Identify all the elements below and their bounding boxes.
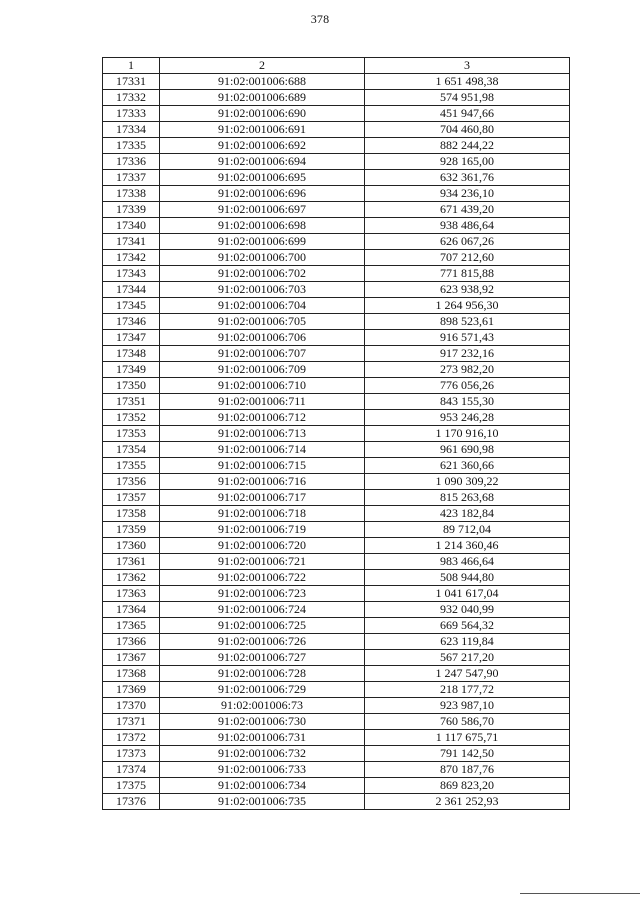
cadastral-number: 91:02:001006:707 (160, 346, 365, 362)
cadastral-number: 91:02:001006:700 (160, 250, 365, 266)
row-number: 17368 (103, 666, 160, 682)
cadastral-number: 91:02:001006:690 (160, 106, 365, 122)
cadastral-number: 91:02:001006:722 (160, 570, 365, 586)
row-number: 17363 (103, 586, 160, 602)
row-number: 17367 (103, 650, 160, 666)
cadastral-number: 91:02:001006:706 (160, 330, 365, 346)
cadastral-number: 91:02:001006:731 (160, 730, 365, 746)
cadastral-value: 916 571,43 (365, 330, 570, 346)
cadastral-value: 983 466,64 (365, 554, 570, 570)
row-number: 17332 (103, 90, 160, 106)
cadastral-value: 791 142,50 (365, 746, 570, 762)
table-row (103, 714, 570, 730)
row-number: 17357 (103, 490, 160, 506)
cadastral-value: 898 523,61 (365, 314, 570, 330)
cadastral-value: 870 187,76 (365, 762, 570, 778)
cadastral-value: 2 361 252,93 (365, 794, 570, 810)
cadastral-number: 91:02:001006:723 (160, 586, 365, 602)
table-row (103, 234, 570, 250)
row-number: 17331 (103, 74, 160, 90)
cadastral-number: 91:02:001006:704 (160, 298, 365, 314)
row-number: 17335 (103, 138, 160, 154)
table-row (103, 378, 570, 394)
table-row (103, 170, 570, 186)
row-number: 17359 (103, 522, 160, 538)
cadastral-value: 1 117 675,71 (365, 730, 570, 746)
cadastral-value: 273 982,20 (365, 362, 570, 378)
row-number: 17351 (103, 394, 160, 410)
cadastral-number: 91:02:001006:691 (160, 122, 365, 138)
cadastral-number: 91:02:001006:689 (160, 90, 365, 106)
row-number: 17373 (103, 746, 160, 762)
cadastral-number: 91:02:001006:729 (160, 682, 365, 698)
cadastral-number: 91:02:001006:724 (160, 602, 365, 618)
cadastral-value: 953 246,28 (365, 410, 570, 426)
row-number: 17375 (103, 778, 160, 794)
cadastral-number: 91:02:001006:692 (160, 138, 365, 154)
row-number: 17347 (103, 330, 160, 346)
table-row (103, 202, 570, 218)
table-row (103, 90, 570, 106)
cadastral-value: 934 236,10 (365, 186, 570, 202)
cadastral-value: 1 214 360,46 (365, 538, 570, 554)
cadastral-value: 451 947,66 (365, 106, 570, 122)
row-number: 17356 (103, 474, 160, 490)
cadastral-value: 1 090 309,22 (365, 474, 570, 490)
table-row (103, 586, 570, 602)
cadastral-number: 91:02:001006:696 (160, 186, 365, 202)
row-number: 17372 (103, 730, 160, 746)
table-row (103, 698, 570, 714)
cadastral-number: 91:02:001006:703 (160, 282, 365, 298)
cadastral-number: 91:02:001006:697 (160, 202, 365, 218)
cadastral-value: 917 232,16 (365, 346, 570, 362)
cadastral-value: 938 486,64 (365, 218, 570, 234)
column-header-2: 2 (160, 58, 365, 74)
table-row (103, 778, 570, 794)
table-row (103, 666, 570, 682)
cadastral-value: 932 040,99 (365, 602, 570, 618)
cadastral-value: 928 165,00 (365, 154, 570, 170)
cadastral-number: 91:02:001006:715 (160, 458, 365, 474)
table-row (103, 106, 570, 122)
table-row (103, 762, 570, 778)
table-row (103, 602, 570, 618)
row-number: 17340 (103, 218, 160, 234)
cadastral-value: 707 212,60 (365, 250, 570, 266)
row-number: 17338 (103, 186, 160, 202)
row-number: 17349 (103, 362, 160, 378)
table-row (103, 154, 570, 170)
row-number: 17353 (103, 426, 160, 442)
table-row (103, 282, 570, 298)
table-row (103, 250, 570, 266)
table-row (103, 506, 570, 522)
cadastral-value: 1 264 956,30 (365, 298, 570, 314)
cadastral-value: 760 586,70 (365, 714, 570, 730)
table-row (103, 362, 570, 378)
cadastral-number: 91:02:001006:709 (160, 362, 365, 378)
column-header-3: 3 (365, 58, 570, 74)
header-row (103, 58, 570, 74)
row-number: 17366 (103, 634, 160, 650)
table-row (103, 298, 570, 314)
cadastral-number: 91:02:001006:713 (160, 426, 365, 442)
table-row (103, 346, 570, 362)
cadastral-number: 91:02:001006:716 (160, 474, 365, 490)
cadastral-number: 91:02:001006:688 (160, 74, 365, 90)
cadastral-number: 91:02:001006:694 (160, 154, 365, 170)
table-body (103, 74, 570, 810)
cadastral-value: 671 439,20 (365, 202, 570, 218)
row-number: 17369 (103, 682, 160, 698)
table-header (103, 58, 570, 74)
cadastral-value: 771 815,88 (365, 266, 570, 282)
table-row (103, 538, 570, 554)
cadastral-number: 91:02:001006:698 (160, 218, 365, 234)
cadastral-value: 882 244,22 (365, 138, 570, 154)
cadastral-value: 567 217,20 (365, 650, 570, 666)
table-row (103, 314, 570, 330)
cadastral-number: 91:02:001006:730 (160, 714, 365, 730)
table-row (103, 186, 570, 202)
table-row (103, 410, 570, 426)
cadastral-number: 91:02:001006:712 (160, 410, 365, 426)
row-number: 17344 (103, 282, 160, 298)
page-number: 378 (310, 12, 330, 26)
cadastral-value: 1 041 617,04 (365, 586, 570, 602)
row-number: 17345 (103, 298, 160, 314)
row-number: 17365 (103, 618, 160, 634)
row-number: 17360 (103, 538, 160, 554)
cadastral-number: 91:02:001006:717 (160, 490, 365, 506)
table-row (103, 122, 570, 138)
cadastral-value: 815 263,68 (365, 490, 570, 506)
table-row (103, 474, 570, 490)
table-row (103, 138, 570, 154)
table-row (103, 218, 570, 234)
footer-rule (520, 893, 640, 894)
cadastral-number: 91:02:001006:734 (160, 778, 365, 794)
cadastral-value: 623 938,92 (365, 282, 570, 298)
table-row (103, 394, 570, 410)
row-number: 17350 (103, 378, 160, 394)
cadastral-number: 91:02:001006:699 (160, 234, 365, 250)
table-row (103, 330, 570, 346)
cadastral-number: 91:02:001006:721 (160, 554, 365, 570)
cadastral-value: 508 944,80 (365, 570, 570, 586)
cadastral-value: 776 056,26 (365, 378, 570, 394)
table-row (103, 458, 570, 474)
cadastral-value: 704 460,80 (365, 122, 570, 138)
row-number: 17361 (103, 554, 160, 570)
table-row (103, 570, 570, 586)
table-row (103, 74, 570, 90)
row-number: 17376 (103, 794, 160, 810)
table-row (103, 490, 570, 506)
cadastral-value: 423 182,84 (365, 506, 570, 522)
row-number: 17341 (103, 234, 160, 250)
cadastral-value: 1 247 547,90 (365, 666, 570, 682)
cadastral-value: 669 564,32 (365, 618, 570, 634)
table-row (103, 266, 570, 282)
table-row (103, 794, 570, 810)
row-number: 17355 (103, 458, 160, 474)
cadastral-number: 91:02:001006:702 (160, 266, 365, 282)
row-number: 17346 (103, 314, 160, 330)
cadastral-number: 91:02:001006:735 (160, 794, 365, 810)
row-number: 17354 (103, 442, 160, 458)
cadastral-number: 91:02:001006:728 (160, 666, 365, 682)
row-number: 17343 (103, 266, 160, 282)
row-number: 17334 (103, 122, 160, 138)
table-row (103, 618, 570, 634)
column-header-1: 1 (103, 58, 160, 74)
cadastral-value: 869 823,20 (365, 778, 570, 794)
cadastral-value: 923 987,10 (365, 698, 570, 714)
cadastral-number: 91:02:001006:710 (160, 378, 365, 394)
row-number: 17348 (103, 346, 160, 362)
cadastral-number: 91:02:001006:720 (160, 538, 365, 554)
row-number: 17339 (103, 202, 160, 218)
row-number: 17333 (103, 106, 160, 122)
cadastral-value: 89 712,04 (365, 522, 570, 538)
row-number: 17337 (103, 170, 160, 186)
table-row (103, 554, 570, 570)
row-number: 17362 (103, 570, 160, 586)
row-number: 17342 (103, 250, 160, 266)
row-number: 17358 (103, 506, 160, 522)
cadastral-number: 91:02:001006:718 (160, 506, 365, 522)
row-number: 17336 (103, 154, 160, 170)
row-number: 17364 (103, 602, 160, 618)
cadastral-number: 91:02:001006:73 (160, 698, 365, 714)
row-number: 17352 (103, 410, 160, 426)
cadastral-value: 1 170 916,10 (365, 426, 570, 442)
table-row (103, 650, 570, 666)
cadastral-number: 91:02:001006:711 (160, 394, 365, 410)
cadastral-number: 91:02:001006:705 (160, 314, 365, 330)
cadastral-value: 623 119,84 (365, 634, 570, 650)
table-row (103, 634, 570, 650)
table-row (103, 522, 570, 538)
cadastral-number: 91:02:001006:732 (160, 746, 365, 762)
cadastral-number: 91:02:001006:726 (160, 634, 365, 650)
table-row (103, 682, 570, 698)
cadastral-value: 843 155,30 (365, 394, 570, 410)
cadastral-value: 621 360,66 (365, 458, 570, 474)
cadastral-number: 91:02:001006:695 (160, 170, 365, 186)
cadastral-value: 961 690,98 (365, 442, 570, 458)
cadastral-value: 626 067,26 (365, 234, 570, 250)
table-row (103, 426, 570, 442)
cadastral-number: 91:02:001006:714 (160, 442, 365, 458)
table-row (103, 730, 570, 746)
cadastral-number: 91:02:001006:719 (160, 522, 365, 538)
row-number: 17374 (103, 762, 160, 778)
row-number: 17371 (103, 714, 160, 730)
cadastral-number: 91:02:001006:733 (160, 762, 365, 778)
row-number: 17370 (103, 698, 160, 714)
cadastral-number: 91:02:001006:725 (160, 618, 365, 634)
cadastral-value: 218 177,72 (365, 682, 570, 698)
cadastral-value-table (102, 57, 570, 810)
table-row (103, 442, 570, 458)
cadastral-value: 632 361,76 (365, 170, 570, 186)
table-row (103, 746, 570, 762)
cadastral-number: 91:02:001006:727 (160, 650, 365, 666)
cadastral-value: 1 651 498,38 (365, 74, 570, 90)
cadastral-value: 574 951,98 (365, 90, 570, 106)
